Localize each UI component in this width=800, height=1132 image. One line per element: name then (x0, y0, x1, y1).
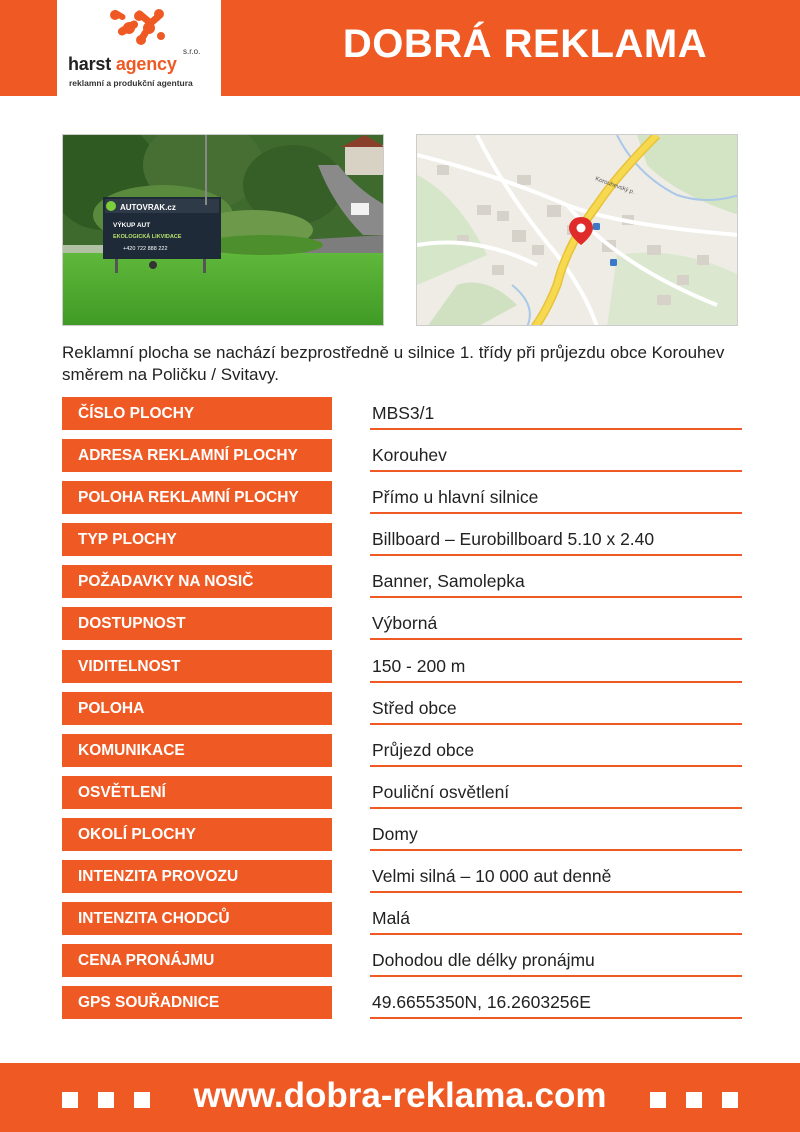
table-row (62, 692, 742, 734)
row-value: Pouliční osvětlení (370, 776, 742, 809)
billboard-photo-image (63, 135, 384, 326)
row-label: POLOHA (62, 692, 332, 725)
row-label: DOSTUPNOST (62, 607, 332, 640)
table-row (62, 523, 742, 565)
table-row (62, 902, 742, 944)
header-bar (0, 0, 800, 96)
square-bullet-icon (722, 1092, 738, 1108)
table-row (62, 650, 742, 692)
table-row (62, 986, 742, 1028)
website-link[interactable]: www.dobra-reklama.com (193, 1076, 607, 1115)
row-value: Přímo u hlavní silnice (370, 481, 742, 514)
billboard-line2: EKOLOGICKÁ LIKVIDACE (113, 234, 182, 240)
row-value: Banner, Samolepka (370, 565, 742, 598)
logo-sro: s.r.o. (183, 47, 201, 56)
row-label: ČÍSLO PLOCHY (62, 397, 332, 430)
map-street-label: Korouhevský p. (594, 176, 636, 197)
square-bullet-icon (98, 1092, 114, 1108)
table-row (62, 734, 742, 776)
table-row (62, 565, 742, 607)
location-map-image (417, 135, 738, 326)
row-label: GPS SOUŘADNICE (62, 986, 332, 1019)
row-label: POŽADAVKY NA NOSIČ (62, 565, 332, 598)
row-label: VIDITELNOST (62, 650, 332, 683)
billboard-line1: VÝKUP AUT (113, 222, 151, 229)
row-value: Střed obce (370, 692, 742, 725)
row-label: TYP PLOCHY (62, 523, 332, 556)
table-row (62, 944, 742, 986)
row-value: MBS3/1 (370, 397, 742, 430)
info-table (62, 397, 742, 1028)
billboard-phone: +420 722 888 222 (123, 246, 168, 252)
row-label: OKOLÍ PLOCHY (62, 818, 332, 851)
row-label: KOMUNIKACE (62, 734, 332, 767)
billboard-photo (62, 134, 384, 326)
row-value: Dohodou dle délky pronájmu (370, 944, 742, 977)
row-value: Domy (370, 818, 742, 851)
row-label: OSVĚTLENÍ (62, 776, 332, 809)
row-value: Korouhev (370, 439, 742, 472)
page-title: DOBRÁ REKLAMA (342, 22, 708, 66)
row-value: Výborná (370, 607, 742, 640)
table-row (62, 776, 742, 818)
row-label: POLOHA REKLAMNÍ PLOCHY (62, 481, 332, 514)
table-row (62, 860, 742, 902)
logo-name (68, 54, 177, 75)
location-map[interactable] (416, 134, 738, 326)
logo-name-agency: agency (115, 54, 177, 74)
row-value: Průjezd obce (370, 734, 742, 767)
row-value: Velmi silná – 10 000 aut denně (370, 860, 742, 893)
row-value: 150 - 200 m (370, 650, 742, 683)
square-bullet-icon (62, 1092, 78, 1108)
table-row (62, 439, 742, 481)
logo-tagline: reklamní a produkční agentura (69, 78, 193, 88)
square-bullet-icon (650, 1092, 666, 1108)
row-value: Billboard – Eurobillboard 5.10 x 2.40 (370, 523, 742, 556)
square-bullet-icon (686, 1092, 702, 1108)
logo[interactable] (57, 0, 221, 96)
row-value: 49.6655350N, 16.2603256E (370, 986, 742, 1019)
logo-mark-icon (107, 6, 167, 48)
intro-text: Reklamní plocha se nachází bezprostředně u silnice 1. třídy při průjezdu obce Korouhev směrem na Poličku / Svitavy. (62, 343, 725, 384)
row-value: Malá (370, 902, 742, 935)
billboard-brand: AUTOVRAK.cz (120, 203, 176, 212)
table-row (62, 481, 742, 523)
table-row (62, 397, 742, 439)
row-label: INTENZITA CHODCŮ (62, 902, 332, 935)
row-label: CENA PRONÁJMU (62, 944, 332, 977)
table-row (62, 607, 742, 649)
table-row (62, 818, 742, 860)
square-bullet-icon (134, 1092, 150, 1108)
row-label: ADRESA REKLAMNÍ PLOCHY (62, 439, 332, 472)
row-label: INTENZITA PROVOZU (62, 860, 332, 893)
footer-bar (0, 1063, 800, 1132)
logo-name-harst: harst (68, 54, 116, 74)
